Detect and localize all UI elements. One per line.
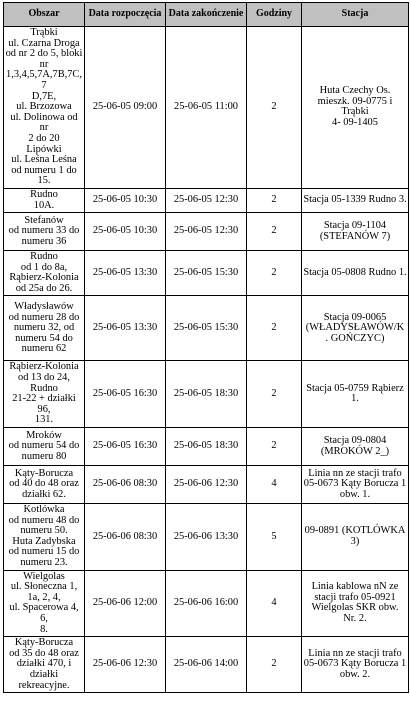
station-cell: Stacja 05-0759 Rąbierz 1. [302, 361, 409, 428]
station-cell: Stacja 09-1104 (STEFANÓW 7) [302, 213, 409, 251]
obszar-cell: Wielgolas ul. Słoneczna 1, 1a, 2, 4, ul. Spacerowa 4, 6, 8. [4, 570, 85, 637]
obszar-cell: Mroków od numeru 54 do numeru 80 [4, 428, 85, 466]
station-cell: Linia kablowa nN ze stacji trafo 05-0921 Wielgolas SKR obw. Nr. 2. [302, 570, 409, 637]
table-row [4, 27, 409, 189]
obszar-cell: Rudno 10A. [4, 188, 85, 212]
table-row [4, 428, 409, 466]
hours-cell: 4 [247, 570, 302, 637]
station-cell: Stacja 05-1339 Rudno 3. [302, 188, 409, 212]
obszar-cell: Kąty-Borucza od 35 do 48 oraz działki 470, i działki rekreacyjne. [4, 637, 85, 693]
station-cell: 09-0891 (KOTLÓWKA 3) [302, 504, 409, 571]
hours-cell: 2 [247, 188, 302, 212]
start-date-cell: 25-06-06 12:30 [85, 637, 166, 693]
hours-cell: 2 [247, 361, 302, 428]
end-date-cell: 25-06-05 15:30 [166, 251, 247, 296]
obszar-cell: Rudno od 1 do 8a, Rąbierz-Kolonia od 25a do 26. [4, 251, 85, 296]
hours-cell: 2 [247, 637, 302, 693]
hours-cell: 4 [247, 466, 302, 504]
end-date-cell: 25-06-05 12:30 [166, 213, 247, 251]
header-row [4, 3, 409, 27]
header-station: Stacja [302, 3, 409, 27]
obszar-cell: Kotlówka od numeru 48 do numeru 50. Huta Zadybska od numeru 15 do numeru 23. [4, 504, 85, 571]
table-row [4, 213, 409, 251]
start-date-cell: 25-06-05 13:30 [85, 296, 166, 361]
hours-cell: 2 [247, 251, 302, 296]
start-date-cell: 25-06-06 12:00 [85, 570, 166, 637]
start-date-cell: 25-06-06 08:30 [85, 504, 166, 571]
end-date-cell: 25-06-06 14:00 [166, 637, 247, 693]
table-row [4, 296, 409, 361]
obszar-cell: Trąbki ul. Czarna Droga od nr 2 do 5, bloki nr 1,3,4,5,7A,7B,7C,7 D,7E, ul. Brzozowa ul. Dolinowa od nr 2 do 20 Lipówki ul. Leśna Leśna od numeru 1 do 15. [4, 27, 85, 189]
start-date-cell: 25-06-05 10:30 [85, 213, 166, 251]
header-hours: Godziny [247, 3, 302, 27]
start-date-cell: 25-06-05 09:00 [85, 27, 166, 189]
start-date-cell: 25-06-05 10:30 [85, 188, 166, 212]
end-date-cell: 25-06-05 15:30 [166, 296, 247, 361]
station-cell: Stacja 05-0808 Rudno 1. [302, 251, 409, 296]
start-date-cell: 25-06-05 13:30 [85, 251, 166, 296]
table-row [4, 466, 409, 504]
station-cell: Stacja 09-0065 (WŁADYSŁAWÓW/K . GOŃCZYC) [302, 296, 409, 361]
table-row [4, 188, 409, 212]
hours-cell: 2 [247, 428, 302, 466]
table-row [4, 570, 409, 637]
table-row [4, 251, 409, 296]
station-cell: Stacja 09-0804 (MROKÓW 2_) [302, 428, 409, 466]
start-date-cell: 25-06-06 08:30 [85, 466, 166, 504]
end-date-cell: 25-06-05 18:30 [166, 361, 247, 428]
outage-table [3, 2, 409, 693]
end-date-cell: 25-06-05 18:30 [166, 428, 247, 466]
station-cell: Linia nn ze stacji trafo 05-0673 Kąty Borucza 1 obw. 2. [302, 637, 409, 693]
end-date-cell: 25-06-06 12:30 [166, 466, 247, 504]
obszar-cell: Kąty-Borucza od 40 do 48 oraz działki 62. [4, 466, 85, 504]
obszar-cell: Władysławów od numeru 28 do numeru 32, od numeru 54 do numeru 62 [4, 296, 85, 361]
hours-cell: 2 [247, 296, 302, 361]
station-cell: Linia nn ze stacji trafo 05-0673 Kąty Borucza 1 obw. 1. [302, 466, 409, 504]
table-row [4, 361, 409, 428]
obszar-cell: Rąbierz-Kolonia od 13 do 24, Rudno 21-22 + działki 96, 131. [4, 361, 85, 428]
header-obszar: Obszar [4, 3, 85, 27]
end-date-cell: 25-06-05 11:00 [166, 27, 247, 189]
header-end-date: Data zakończenie [166, 3, 247, 27]
hours-cell: 5 [247, 504, 302, 571]
obszar-cell: Stefanów od numeru 33 do numeru 36 [4, 213, 85, 251]
table-row [4, 504, 409, 571]
start-date-cell: 25-06-05 16:30 [85, 428, 166, 466]
header-start-date: Data rozpoczęcia [85, 3, 166, 27]
station-cell: Huta Czechy Os. mieszk. 09-0775 i Trąbki 4- 09-1405 [302, 27, 409, 189]
end-date-cell: 25-06-05 12:30 [166, 188, 247, 212]
table-row [4, 637, 409, 693]
hours-cell: 2 [247, 27, 302, 189]
hours-cell: 2 [247, 213, 302, 251]
end-date-cell: 25-06-06 16:00 [166, 570, 247, 637]
start-date-cell: 25-06-05 16:30 [85, 361, 166, 428]
end-date-cell: 25-06-06 13:30 [166, 504, 247, 571]
